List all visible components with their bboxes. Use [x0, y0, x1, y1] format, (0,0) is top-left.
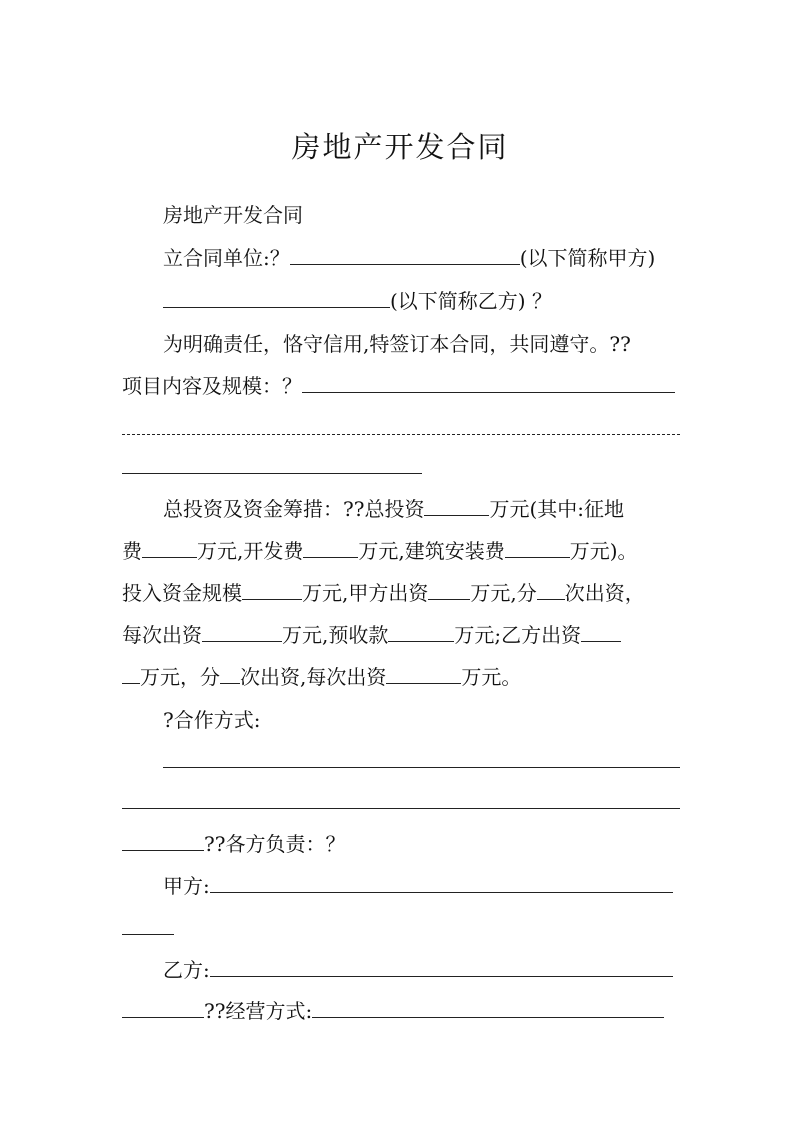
construction-fee-label: 万元,建筑安装费: [358, 539, 505, 563]
cooperation-label: ?合作方式:: [163, 708, 261, 732]
cooperation-line: [163, 708, 260, 732]
investment-end: 万元。: [461, 665, 522, 689]
land-fee-blank[interactable]: [142, 539, 197, 558]
party-b-duty-label: 乙方:: [163, 958, 210, 982]
project-scope-rule-2[interactable]: [122, 473, 422, 474]
party-b-fund-blank-a[interactable]: [581, 623, 621, 642]
responsibility-label: ??各方负责：？: [204, 832, 346, 856]
party-a-fund-label: 万元,甲方出资: [302, 581, 429, 605]
investment-line-4: [122, 623, 621, 647]
document-title: 房地产开发合同: [291, 130, 509, 164]
subtitle-line: [163, 203, 303, 227]
party-b-duty-blank[interactable]: [210, 958, 673, 977]
fund-scale-label: 投入资金规模: [122, 581, 242, 605]
operation-label: ??经营方式:: [204, 999, 313, 1023]
party-b-note: (以下简称乙方) ？: [390, 289, 552, 313]
dev-fee-blank[interactable]: [303, 539, 358, 558]
party-b-line: [163, 289, 552, 313]
party-a-fund-blank[interactable]: [428, 581, 470, 600]
investment-label: 总投资及资金筹措：??总投资: [163, 497, 425, 521]
prepayment-blank[interactable]: [388, 623, 454, 642]
investment-line-5: [122, 665, 521, 689]
project-scope-blank[interactable]: [302, 374, 675, 393]
preamble-line: [163, 332, 631, 356]
project-scope-rule-1[interactable]: [122, 434, 680, 435]
party-b-per-label: 次出资,每次出资: [240, 665, 387, 689]
investment-line-1: [163, 497, 624, 521]
cooperation-rule-1[interactable]: [163, 767, 680, 768]
project-scope-label: 项目内容及规模：？: [122, 374, 302, 398]
investment-line-2: [122, 539, 638, 563]
per-installment-blank[interactable]: [202, 623, 282, 642]
operation-blank[interactable]: [312, 999, 664, 1018]
operation-line: [122, 999, 664, 1023]
contract-party-line: [163, 246, 655, 270]
total-investment-blank[interactable]: [424, 497, 489, 516]
project-scope-line: [122, 374, 675, 398]
investment-note: 万元(其中:征地: [489, 497, 624, 521]
party-b-installments-blank[interactable]: [220, 665, 240, 684]
fund-scale-blank[interactable]: [242, 581, 302, 600]
subtitle-text: 房地产开发合同: [163, 203, 303, 227]
per-installment-label: 每次出资: [122, 623, 202, 647]
party-b-duty-line: [163, 958, 673, 982]
party-a-note: (以下简称甲方): [519, 246, 656, 270]
party-b-fund-label: 万元;乙方出资: [454, 623, 582, 647]
party-b-installments-label: 万元，分: [140, 665, 220, 689]
prepayment-label: 万元,预收款: [282, 623, 389, 647]
cooperation-rule-2[interactable]: [122, 808, 680, 809]
dev-fee-label: 万元,开发费: [197, 539, 304, 563]
preamble-text: 为明确责任，恪守信用,特签订本合同，共同遵守。??: [163, 332, 631, 356]
cooperation-blank-end[interactable]: [122, 832, 204, 851]
responsibility-line: [122, 832, 345, 856]
party-a-duty-line: [163, 874, 673, 898]
party-b-per-blank[interactable]: [386, 665, 461, 684]
party-b-blank[interactable]: [163, 289, 390, 308]
party-a-duty-rule[interactable]: [122, 934, 174, 935]
party-label: 立合同单位:？: [163, 246, 290, 270]
investment-line-3: [122, 581, 645, 605]
party-b-duty-blank-end[interactable]: [122, 999, 204, 1018]
installments-note: 次出资，: [564, 581, 645, 605]
fee-end: 万元)。: [569, 539, 638, 563]
party-b-fund-blank-b[interactable]: [122, 665, 140, 684]
installments-blank[interactable]: [537, 581, 565, 600]
fee-label: 费: [122, 539, 142, 563]
party-a-duty-label: 甲方:: [163, 874, 210, 898]
construction-fee-blank[interactable]: [505, 539, 570, 558]
installments-label: 万元,分: [470, 581, 537, 605]
party-a-blank[interactable]: [290, 246, 520, 265]
party-a-duty-blank[interactable]: [210, 874, 673, 893]
